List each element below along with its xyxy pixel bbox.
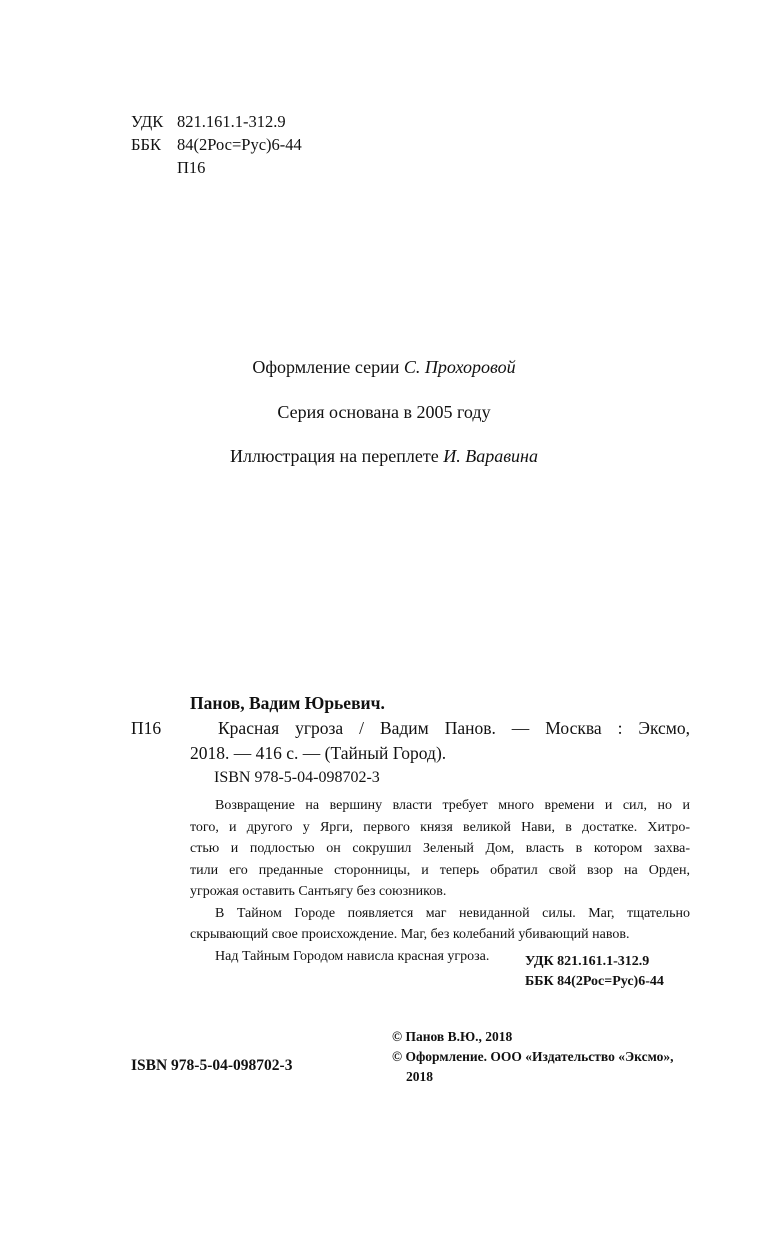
copyright-block (392, 1027, 673, 1087)
bbk-row (131, 133, 302, 156)
annotation-line: того, и другого у Ярги, первого князя великой Нави, в достатке. Хитро- (190, 819, 690, 835)
copyright-design: © Оформление. ООО «Издательство «Эксмо», (392, 1049, 674, 1064)
design-name: С. Прохоровой (403, 357, 516, 377)
copyright-year: 2018 (406, 1069, 433, 1084)
illustration-credit (0, 446, 768, 467)
annotation-line: Возвращение на вершину власти требует много времени и сил, но и (215, 798, 690, 813)
annotation-line: угрожая оставить Сантьягу без союзников. (190, 884, 447, 899)
annotation-line: Над Тайным Городом нависла красная угроза. (215, 948, 490, 964)
bib-isbn: ISBN 978-5-04-098702-3 (214, 769, 380, 786)
bbk-value: 84(2Рос=Рус)6-44 (177, 135, 302, 154)
isbn-bottom: ISBN 978-5-04-098702-3 (131, 1057, 293, 1074)
bib-author: Панов, Вадим Юрьевич. (190, 693, 385, 713)
design-prefix: Оформление серии (252, 357, 404, 377)
annotation-line: тили его преданные сторонницы, и теперь обратил свой взор на Орден, (190, 862, 690, 878)
bbk-label: ББК (131, 135, 161, 154)
copyright-author: © Панов В.Ю., 2018 (392, 1029, 513, 1044)
illustration-name: И. Варавина (443, 446, 538, 466)
annotation-line: стью и подлостью он сокрушил Зеленый Дом, власть в котором захва- (190, 841, 690, 856)
bbk-code: ББК 84(2Рос=Рус)6-44 (525, 974, 664, 989)
illustration-prefix: Иллюстрация на переплете (230, 446, 444, 466)
bib-author-mark: П16 (131, 718, 162, 738)
annotation (190, 795, 690, 967)
series-design-credit (0, 357, 768, 378)
bib-title-line: Красная угроза / Вадим Панов. — Москва : Эксмо, (218, 718, 690, 738)
author-mark: П16 (177, 158, 206, 177)
udk-label: УДК (131, 112, 164, 131)
bib-imprint-line: 2018. — 416 с. — (Тайный Город). (190, 743, 447, 763)
annotation-line: скрывающий свое происхождение. Маг, без колебаний убивающий навов. (190, 927, 630, 942)
udk-code: УДК 821.161.1-312.9 (525, 954, 650, 969)
udk-value: 821.161.1-312.9 (177, 112, 286, 131)
series-founded: Серия основана в 2005 году (277, 402, 491, 422)
annotation-line: В Тайном Городе появляется маг невиданной силы. Маг, тщательно (215, 905, 690, 921)
classification-codes (131, 110, 302, 179)
udk-row (131, 110, 302, 133)
classification-codes-bottom (525, 952, 664, 992)
